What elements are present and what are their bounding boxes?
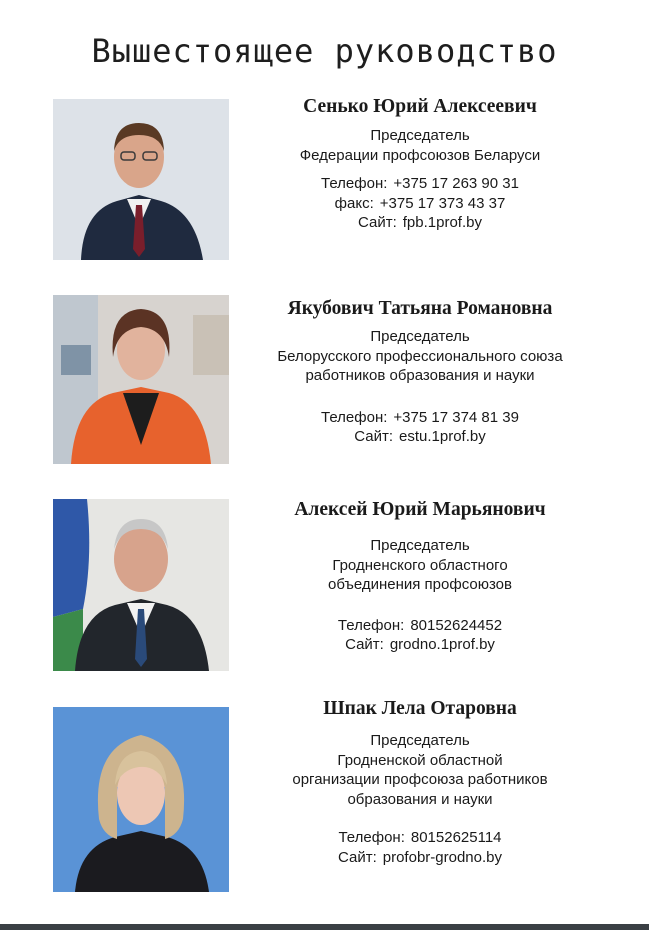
position-line: объединения профсоюзов	[328, 576, 512, 593]
phone-label: Телефон:	[338, 829, 405, 846]
leader-position	[240, 126, 600, 165]
position-line: Белорусского профессионального союза	[277, 347, 563, 365]
leader-name: Якубович Татьяна Романовна	[287, 298, 553, 319]
position-line: Председатель	[370, 127, 470, 144]
site-link[interactable]: fpb.1prof.by	[402, 214, 482, 231]
phone-line	[240, 174, 600, 194]
phone-number: 80152625114	[410, 829, 502, 846]
position-line: образования и науки	[347, 790, 493, 808]
position-line: Председатель	[370, 537, 470, 554]
site-label: Сайт:	[345, 636, 384, 653]
site-link[interactable]: estu.1prof.by	[399, 428, 486, 445]
phone-line	[240, 408, 600, 428]
leader-card-yakubovich	[0, 295, 649, 485]
leader-name: Шпак Лела Отаровна	[323, 698, 517, 719]
site-line	[240, 427, 600, 447]
position-line: Гродненской областной	[337, 751, 503, 769]
portrait-photo	[53, 295, 229, 464]
leader-info	[240, 498, 600, 655]
leader-name: Сенько Юрий Алексеевич	[303, 96, 537, 117]
leader-contacts	[240, 174, 600, 233]
fax-line	[240, 194, 600, 214]
phone-number: +375 17 374 81 39	[393, 408, 519, 426]
leader-card-senko	[0, 95, 649, 285]
phone-line	[240, 828, 600, 848]
leader-card-shpak	[0, 697, 649, 887]
leader-name: Алексей Юрий Марьянович	[294, 499, 546, 520]
site-line	[240, 213, 600, 233]
portrait-photo	[53, 99, 229, 260]
leader-contacts	[240, 616, 600, 655]
portrait-photo	[53, 707, 229, 892]
leader-position	[240, 536, 600, 595]
phone-label: Телефон:	[337, 616, 405, 634]
site-label: Сайт:	[354, 428, 394, 445]
leader-contacts	[240, 828, 600, 867]
leader-info	[240, 697, 600, 867]
fax-label: факс:	[334, 194, 374, 212]
portrait-photo	[53, 499, 229, 671]
phone-label: Телефон:	[321, 408, 388, 426]
site-link[interactable]: profobr-grodno.by	[382, 848, 502, 866]
leader-position	[240, 731, 600, 809]
position-line: Гродненского областного	[332, 556, 508, 574]
position-line: Председатель	[370, 732, 470, 749]
phone-label: Телефон:	[321, 175, 388, 192]
leader-info	[240, 297, 600, 447]
phone-number: 80152624452	[410, 616, 503, 634]
position-line: Федерации профсоюзов Беларуси	[299, 146, 541, 164]
fax-number: +375 17 373 43 37	[379, 194, 506, 212]
position-line: организации профсоюза работников	[292, 771, 548, 788]
leader-contacts	[240, 408, 600, 447]
site-label: Сайт:	[358, 214, 397, 231]
position-line: работников образования и науки	[305, 367, 535, 384]
leader-card-aleksey	[0, 496, 649, 686]
site-line	[240, 635, 600, 655]
phone-line	[240, 616, 600, 636]
site-link[interactable]: grodno.1prof.by	[389, 636, 495, 653]
position-line: Председатель	[370, 328, 470, 345]
bottom-divider	[0, 924, 649, 930]
site-label: Сайт:	[337, 848, 377, 866]
phone-number: +375 17 263 90 31	[393, 175, 519, 192]
leader-position	[240, 327, 600, 386]
leader-info	[240, 95, 600, 233]
page-title: Вышестоящее руководство	[91, 32, 558, 70]
site-line	[240, 848, 600, 868]
